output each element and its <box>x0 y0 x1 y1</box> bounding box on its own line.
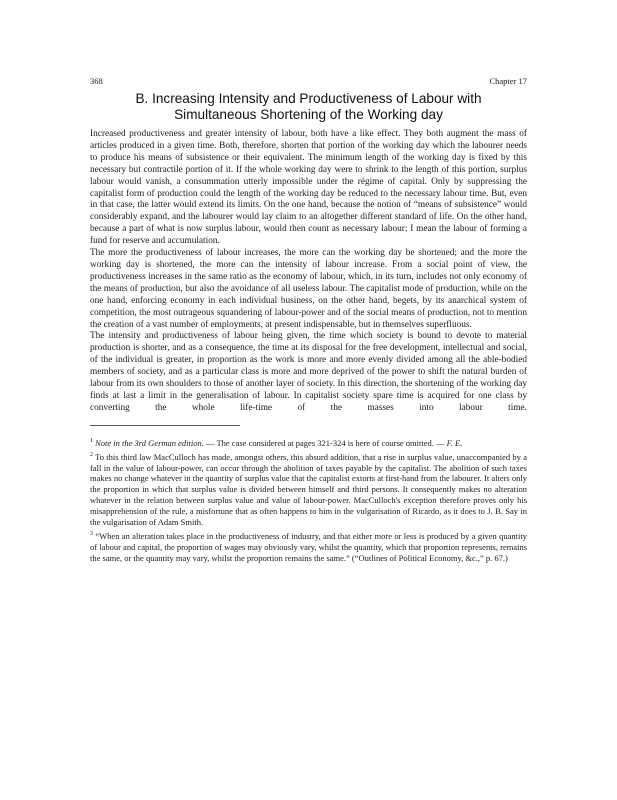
section-title-line-2: Simultaneous Shortening of the Working day <box>174 107 443 122</box>
footnote-1-marker: 1 <box>90 437 93 444</box>
footnote-1-signature: F. E. <box>446 437 463 448</box>
footnote-2 <box>90 452 527 528</box>
section-title <box>90 91 527 123</box>
running-header <box>90 76 527 86</box>
page-number: 368 <box>90 76 103 86</box>
document-page <box>90 76 527 567</box>
footnote-3-marker: 3 <box>90 531 93 538</box>
footnote-3 <box>90 531 527 564</box>
footnote-1 <box>90 438 527 449</box>
section-title-line-1: B. Increasing Intensity and Productiveness of Labour with <box>135 91 482 106</box>
footnote-2-text: To this third law MacCulloch has made, amongst others, this absurd addition, that a rise in surplus value, unaccompanied by a fall in the value of labour-power, can occur through the abolition of taxes payable by the capitalist. The abolition of such taxes makes no change whatever in the quantity of surplus value that the capitalist extorts at first-hand from the labourer. It alters only the proportion in which that surplus value is divided between himself and third persons. It consequently makes no alteration whatever in the relation between surplus value and value of labour-power. MacCulloch's exception therefore proves only his misapprehension of the rule, a misfortune that as often happens to him in the vulgarisation of Ricardo, as it does to J. B. Say in the vulgarisation of Adam Smith. <box>90 451 527 528</box>
body-paragraph-2: The more the productiveness of labour increases, the more can the working day be shortened; and the more the working day is shortened, the more can the intensity of labour increase. From a social point of view, the productiveness increases in the same ratio as the economy of labour, which, in its turn, includes not only economy of the means of production, but also the avoidance of all useless labour. The capitalist mode of production, while on the one hand, enforcing economy in each individual business, on the other hand, begets, by its anarchical system of competition, the most outrageous squandering of labour-power and of the social means of production, not to mention the creation of a vast number of employments, at present indispensable, but in themselves superfluous. <box>90 248 527 330</box>
footnote-3-text: “When an alteration takes place in the productiveness of industry, and that either more or less is produced by a given quantity of labour and capital, the proportion of wages may obviously vary, whilst the quantity, which that proportion represents, remains the same, or the quantity may vary, whilst the proportion remains the same.” (“Outlines of Political Economy, &c.,” p. 67.) <box>90 531 528 563</box>
footnote-1-text: — The case considered at pages 321-324 is here of course omitted. — <box>203 437 447 448</box>
footnote-divider <box>90 425 240 426</box>
body-paragraph-1: Increased productiveness and greater intensity of labour, both have a like effect. They both augment the mass of articles produced in a given time. Both, therefore, shorten that portion of the working day which the labourer needs to produce his means of subsistence or their equivalent. The minimum length of the working day is fixed by this necessary but contractile portion of it. If the whole working day were to shrink to the length of this portion, surplus labour would vanish, a consummation utterly impossible under the régime of capital. Only by suppressing the capitalist form of production could the length of the working day be reduced to the necessary labour time. But, even in that case, the latter would extend its limits. On the one hand, because the notion of “means of subsistence” would considerably expand, and the labourer would lay claim to an altogether different standard of life. On the other hand, because a part of what is now surplus labour, would then count as necessary labour; I mean the labour of forming a fund for reserve and accumulation. <box>90 129 527 247</box>
chapter-label: Chapter 17 <box>489 76 527 86</box>
footnote-2-marker: 2 <box>90 451 93 458</box>
body-paragraph-3: The intensity and productiveness of labour being given, the time which society is bound to devote to material production is shorter, and as a consequence, the time at its disposal for the free development, intellectual and social, of the individual is greater, in proportion as the work is more and more evenly divided among all the able-bodied members of society, and as a particular class is more and more deprived of the power to shift the natural burden of labour from its own shoulders to those of another layer of society. In this direction, the shortening of the working day finds at last a limit in the generalisation of labour. In capitalist society spare time is acquired for one class by converting the whole life-time of the masses into labour time. <box>90 331 527 413</box>
footnote-1-italic: Note in the 3rd German edition. <box>95 437 204 448</box>
